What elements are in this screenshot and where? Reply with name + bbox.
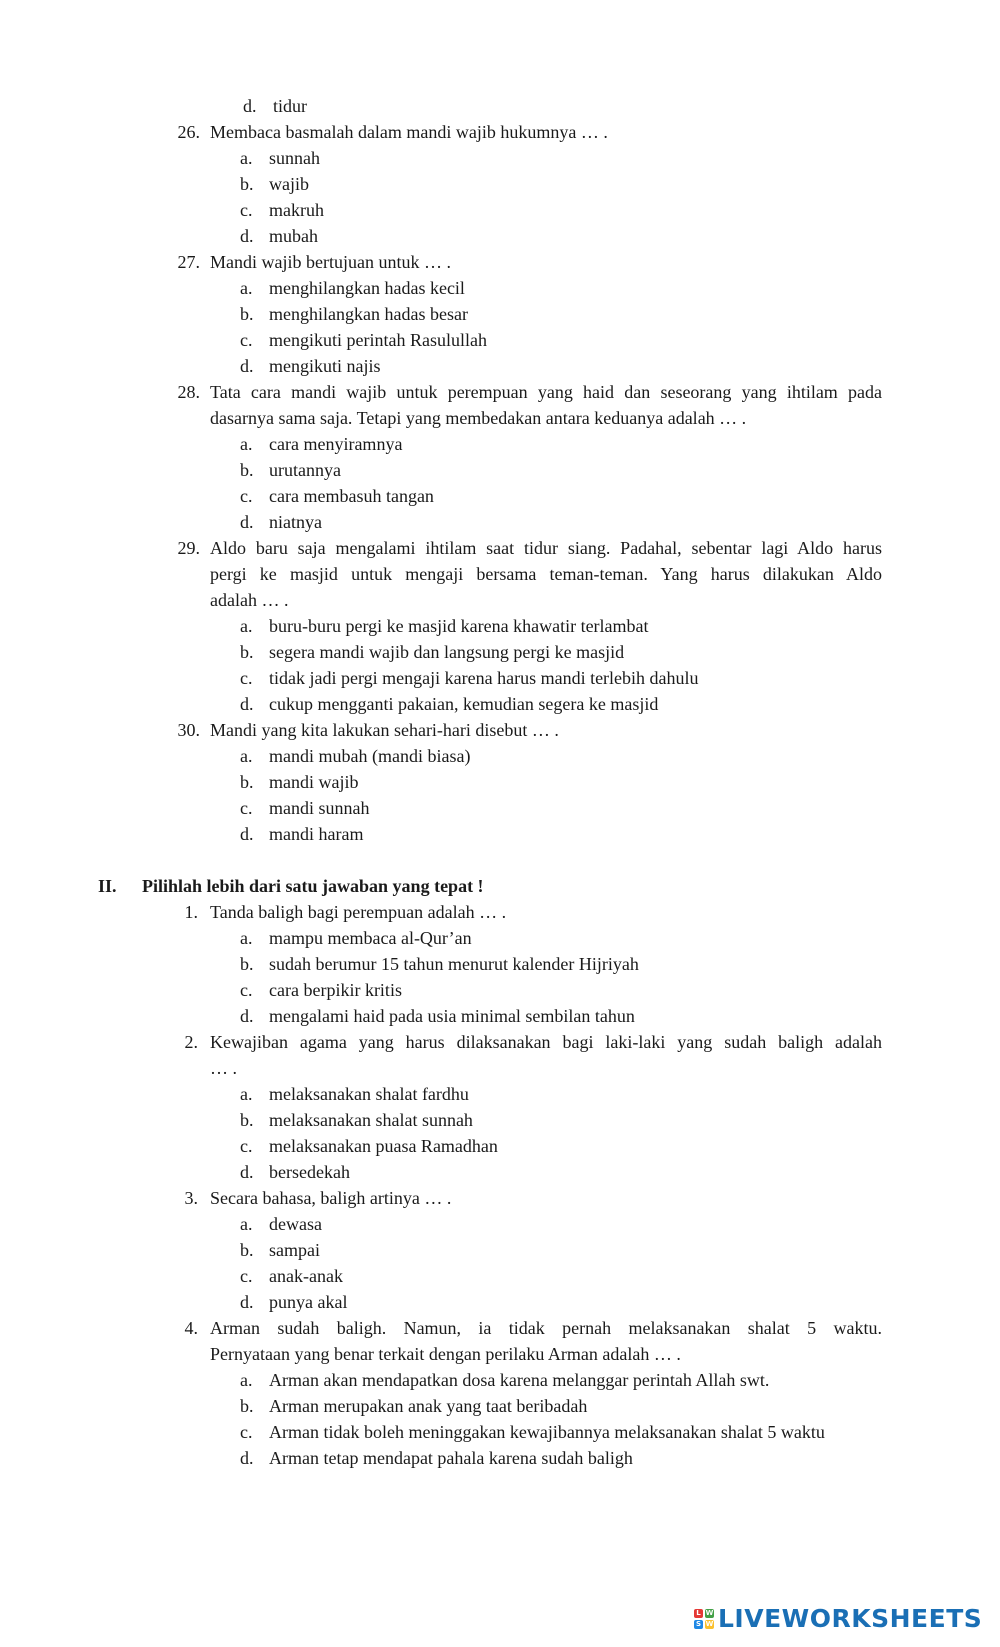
option-letter: a. <box>240 928 253 948</box>
option-text: menghilangkan hadas besar <box>269 304 468 324</box>
option-text: mengalami haid pada usia minimal sembilan tahun <box>269 1006 635 1026</box>
question-number: 26. <box>177 122 200 142</box>
option-text: mengikuti perintah Rasulullah <box>269 330 487 350</box>
option-text: wajib <box>269 174 309 194</box>
option-text: mandi mubah (mandi biasa) <box>269 746 471 766</box>
question-number: 27. <box>177 252 200 272</box>
option-text: cukup mengganti pakaian, kemudian segera ke masjid <box>269 694 659 714</box>
question-text: Mandi wajib bertujuan untuk … . <box>210 252 451 272</box>
option-text: cara berpikir kritis <box>269 980 402 1000</box>
question-number: 2. <box>184 1032 198 1052</box>
option-text: mengikuti najis <box>269 356 381 376</box>
option-text: dewasa <box>269 1214 322 1234</box>
option-letter: d. <box>243 96 257 116</box>
option-text: mandi sunnah <box>269 798 370 818</box>
option-text: mandi wajib <box>269 772 359 792</box>
option-letter: a. <box>240 1084 253 1104</box>
question-text: Kewajiban agama yang harus dilaksanakan bagi laki-laki yang sudah baligh adalah <box>210 1032 882 1052</box>
liveworksheets-logo <box>694 1604 982 1633</box>
option-text: menghilangkan hadas kecil <box>269 278 465 298</box>
option-text: Arman merupakan anak yang taat beribadah <box>269 1396 588 1416</box>
option-text: sampai <box>269 1240 320 1260</box>
option-letter: b. <box>240 304 254 324</box>
option-letter: c. <box>240 486 253 506</box>
option-letter: b. <box>240 954 254 974</box>
option-text: mubah <box>269 226 318 246</box>
option-letter: d. <box>240 356 254 376</box>
question-number: 1. <box>184 902 198 922</box>
liveworksheets-logo-icon <box>694 1609 714 1629</box>
question-number: 28. <box>177 382 200 402</box>
question-number: 29. <box>177 538 200 558</box>
logo-mark-tile: W <box>705 1619 714 1628</box>
option-text: tidak jadi pergi mengaji karena harus mandi terlebih dahulu <box>269 668 699 688</box>
option-letter: d. <box>240 1006 254 1026</box>
option-letter: d. <box>240 1292 254 1312</box>
option-text: buru-buru pergi ke masjid karena khawatir terlambat <box>269 616 649 636</box>
option-letter: b. <box>240 772 254 792</box>
option-letter: d. <box>240 824 254 844</box>
question-number: 30. <box>177 720 200 740</box>
section-roman-numeral: II. <box>98 876 117 896</box>
option-text: segera mandi wajib dan langsung pergi ke masjid <box>269 642 625 662</box>
option-letter: d. <box>240 512 254 532</box>
option-text: cara membasuh tangan <box>269 486 434 506</box>
question-text: Mandi yang kita lakukan sehari-hari disebut … . <box>210 720 559 740</box>
option-letter: c. <box>240 668 253 688</box>
option-letter: a. <box>240 278 253 298</box>
option-letter: c. <box>240 798 253 818</box>
option-letter: a. <box>240 148 253 168</box>
option-text: anak-anak <box>269 1266 343 1286</box>
question-number: 4. <box>184 1318 198 1338</box>
question-text: Tanda baligh bagi perempuan adalah … . <box>210 902 507 922</box>
section-instruction: Pilihlah lebih dari satu jawaban yang tepat ! <box>142 876 484 896</box>
option-text: Arman akan mendapatkan dosa karena melanggar perintah Allah swt. <box>269 1370 770 1390</box>
option-text: melaksanakan shalat sunnah <box>269 1110 473 1130</box>
question-text: Pernyataan yang benar terkait dengan perilaku Arman adalah … . <box>210 1344 681 1364</box>
option-letter: a. <box>240 1370 253 1390</box>
option-text: tidur <box>273 96 307 116</box>
question-number: 3. <box>184 1188 198 1208</box>
question-text: Tata cara mandi wajib untuk perempuan yang haid dan seseorang yang ihtilam pada <box>210 382 882 402</box>
option-letter: a. <box>240 1214 253 1234</box>
option-letter: c. <box>240 1422 253 1442</box>
option-letter: c. <box>240 1266 253 1286</box>
question-text: Membaca basmalah dalam mandi wajib hukumnya … . <box>210 122 608 142</box>
option-letter: b. <box>240 1110 254 1130</box>
option-letter: d. <box>240 226 254 246</box>
option-letter: b. <box>240 1396 254 1416</box>
option-text: mampu membaca al-Qur’an <box>269 928 472 948</box>
option-letter: a. <box>240 434 253 454</box>
option-text: sudah berumur 15 tahun menurut kalender Hijriyah <box>269 954 639 974</box>
option-text: niatnya <box>269 512 322 532</box>
logo-mark-tile: W <box>705 1608 714 1617</box>
logo-mark-tile: S <box>695 1619 702 1628</box>
option-letter: d. <box>240 1162 254 1182</box>
option-text: punya akal <box>269 1292 348 1312</box>
question-text: Arman sudah baligh. Namun, ia tidak pernah melaksanakan shalat 5 waktu. <box>210 1318 882 1338</box>
option-text: Arman tidak boleh meninggakan kewajibannya melaksanakan shalat 5 waktu <box>269 1422 825 1442</box>
option-text: melaksanakan shalat fardhu <box>269 1084 469 1104</box>
question-text: pergi ke masjid untuk mengaji bersama teman-teman. Yang harus dilakukan Aldo <box>210 564 882 584</box>
question-text: Secara bahasa, baligh artinya … . <box>210 1188 452 1208</box>
option-text: cara menyiramnya <box>269 434 403 454</box>
question-text: … . <box>210 1058 237 1078</box>
option-letter: a. <box>240 746 253 766</box>
option-text: urutannya <box>269 460 341 480</box>
option-text: melaksanakan puasa Ramadhan <box>269 1136 498 1156</box>
option-text: Arman tetap mendapat pahala karena sudah baligh <box>269 1448 633 1468</box>
option-letter: d. <box>240 694 254 714</box>
option-letter: a. <box>240 616 253 636</box>
option-letter: c. <box>240 200 253 220</box>
option-letter: b. <box>240 1240 254 1260</box>
option-letter: d. <box>240 1448 254 1468</box>
option-letter: b. <box>240 174 254 194</box>
question-text: Aldo baru saja mengalami ihtilam saat tidur siang. Padahal, sebentar lagi Aldo harus <box>210 538 882 558</box>
option-letter: c. <box>240 1136 253 1156</box>
option-text: sunnah <box>269 148 320 168</box>
option-text: bersedekah <box>269 1162 350 1182</box>
question-text: adalah … . <box>210 590 289 610</box>
question-text: dasarnya sama saja. Tetapi yang membedakan antara keduanya adalah … . <box>210 408 747 428</box>
logo-text: LIVEWORKSHEETS <box>718 1604 983 1633</box>
option-letter: b. <box>240 642 254 662</box>
logo-mark-tile: L <box>694 1609 703 1618</box>
option-letter: c. <box>240 330 253 350</box>
option-letter: b. <box>240 460 254 480</box>
option-letter: c. <box>240 980 253 1000</box>
option-text: mandi haram <box>269 824 364 844</box>
option-text: makruh <box>269 200 324 220</box>
